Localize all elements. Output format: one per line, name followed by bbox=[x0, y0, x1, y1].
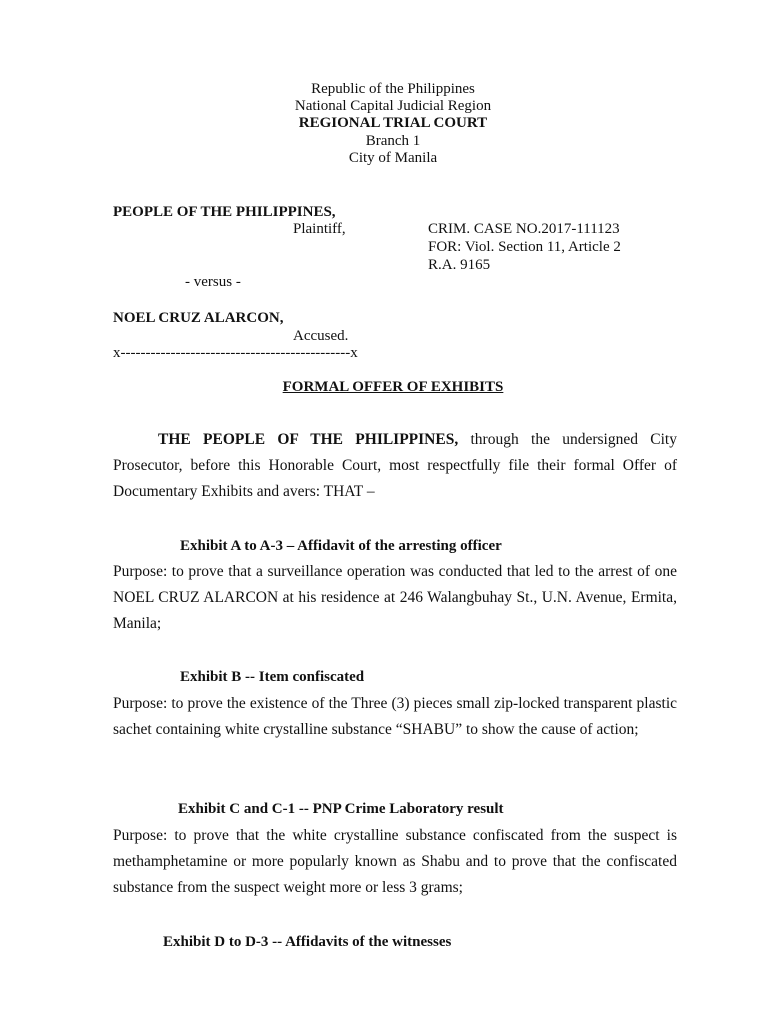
exhibit-purpose: Purpose: to prove that a surveillance operation was conducted that led to the arrest of one NOEL CRUZ ALARCON at his residence at 246 Walangbuhay St., U.N. Avenue, Ermita, Manila; bbox=[113, 563, 677, 632]
header-republic: Republic of the Philippines bbox=[311, 81, 475, 97]
intro-lead: THE PEOPLE OF THE PHILIPPINES, bbox=[158, 431, 459, 448]
case-number: CRIM. CASE NO.2017-111123 bbox=[428, 221, 620, 237]
exhibit-heading: Exhibit A to A-3 – Affidavit of the arresting officer bbox=[180, 538, 502, 554]
accused-role: Accused. bbox=[293, 328, 349, 344]
plaintiff-name: PEOPLE OF THE PHILIPPINES, bbox=[113, 204, 336, 220]
header-region: National Capital Judicial Region bbox=[294, 98, 492, 114]
exhibit-purpose: Purpose: to prove that the white crystalline substance confiscated from the suspect is methamphetamine or more popularly known as Shabu and to prove that the confiscated substance from the suspect weight more or less 3 grams; bbox=[113, 827, 677, 896]
accused-name: NOEL CRUZ ALARCON, bbox=[113, 310, 284, 326]
case-ra: R.A. 9165 bbox=[428, 257, 491, 273]
plaintiff-role: Plaintiff, bbox=[293, 221, 346, 237]
intro-paragraph bbox=[113, 427, 677, 505]
exhibit-purpose: Purpose: to prove the existence of the Three (3) pieces small zip-locked transparent plastic sachet containing white crystalline substance “SHABU” to show the cause of action; bbox=[113, 695, 677, 738]
document-title: FORMAL OFFER OF EXHIBITS bbox=[282, 379, 504, 395]
header-court: REGIONAL TRIAL COURT bbox=[298, 115, 488, 131]
caption-separator: x----------------------------------------------x bbox=[113, 345, 358, 361]
exhibit-heading: Exhibit D to D-3 -- Affidavits of the witnesses bbox=[163, 934, 452, 950]
intro-text: through the undersigned City Prosecutor, before this Honorable Court, most respectfully file their formal Offer of Documentary Exhibits and avers: THAT – bbox=[113, 431, 677, 500]
exhibit-heading: Exhibit B -- Item confiscated bbox=[180, 669, 365, 685]
exhibit-heading: Exhibit C and C-1 -- PNP Crime Laboratory result bbox=[178, 801, 504, 817]
header-city: City of Manila bbox=[348, 150, 438, 166]
case-charge: FOR: Viol. Section 11, Article 2 bbox=[428, 239, 621, 255]
versus-label: - versus - bbox=[185, 274, 241, 290]
header-branch: Branch 1 bbox=[365, 133, 421, 149]
